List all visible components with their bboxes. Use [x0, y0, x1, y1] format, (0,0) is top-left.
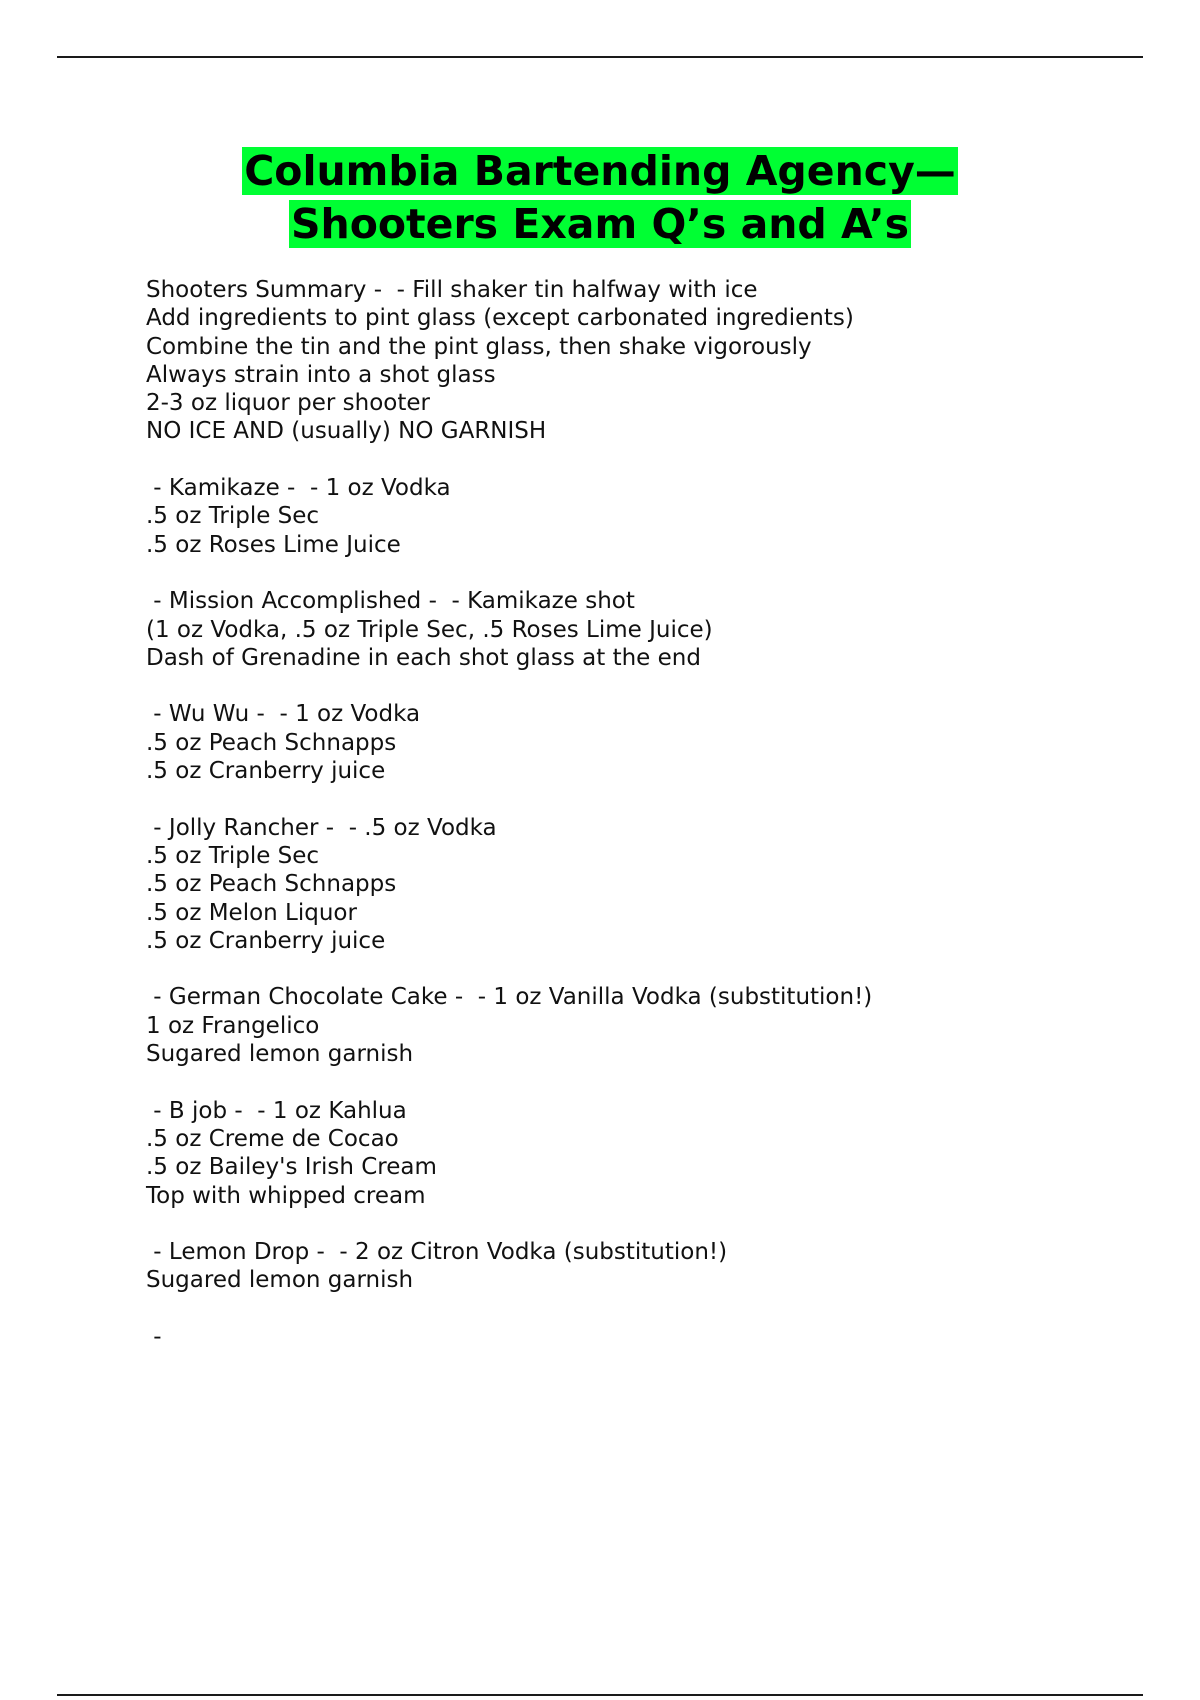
spacer — [146, 672, 1146, 700]
text-line: Add ingredients to pint glass (except carbonated ingredients) — [146, 305, 854, 332]
section-wu-wu — [146, 700, 1146, 785]
text-line: .5 oz Creme de Cocao — [146, 1125, 399, 1152]
text-line: (1 oz Vodka, .5 oz Triple Sec, .5 Roses Lime Juice) — [146, 616, 713, 643]
document-title — [0, 145, 1200, 251]
section-jolly-rancher — [146, 814, 1146, 955]
spacer — [146, 446, 1146, 474]
text-line: NO ICE AND (usually) NO GARNISH — [146, 418, 547, 445]
spacer — [146, 1068, 1146, 1096]
text-line: .5 oz Peach Schnapps — [146, 729, 397, 756]
text-line: - Kamikaze - - 1 oz Vodka — [146, 475, 451, 502]
spacer — [146, 559, 1146, 587]
section-summary — [146, 276, 1146, 446]
text-line: .5 oz Melon Liquor — [146, 899, 357, 926]
text-line: .5 oz Cranberry juice — [146, 927, 386, 954]
trailing-dash: - — [146, 1323, 162, 1350]
text-line: .5 oz Triple Sec — [146, 842, 320, 869]
spacer — [146, 1210, 1146, 1238]
text-line: .5 oz Cranberry juice — [146, 758, 386, 785]
section-kamikaze — [146, 474, 1146, 559]
text-line: - Wu Wu - - 1 oz Vodka — [146, 701, 421, 728]
text-line: - Lemon Drop - - 2 oz Citron Vodka (substitution!) — [146, 1239, 728, 1266]
text-line: 2-3 oz liquor per shooter — [146, 390, 430, 417]
text-line: - Jolly Rancher - - .5 oz Vodka — [146, 814, 497, 841]
spacer — [146, 955, 1146, 983]
text-line: .5 oz Roses Lime Juice — [146, 531, 401, 558]
top-rule — [57, 56, 1143, 58]
text-line: - Mission Accomplished - - Kamikaze shot — [146, 588, 635, 615]
text-line: - B job - - 1 oz Kahlua — [146, 1097, 407, 1124]
text-line: Top with whipped cream — [146, 1182, 426, 1209]
spacer — [146, 785, 1146, 813]
text-line: .5 oz Bailey's Irish Cream — [146, 1154, 437, 1181]
section-lemon-drop — [146, 1238, 1146, 1295]
text-line: Combine the tin and the pint glass, then shake vigorously — [146, 333, 812, 360]
text-line: 1 oz Frangelico — [146, 1012, 320, 1039]
document-body — [146, 276, 1146, 1351]
text-line: .5 oz Triple Sec — [146, 503, 320, 530]
text-line: .5 oz Peach Schnapps — [146, 871, 397, 898]
text-line: Sugared lemon garnish — [146, 1267, 414, 1294]
section-german-chocolate-cake — [146, 983, 1146, 1068]
title-line-1: Columbia Bartending Agency— — [244, 147, 956, 195]
text-line: - German Chocolate Cake - - 1 oz Vanilla Vodka (substitution!) — [146, 984, 873, 1011]
text-line: Dash of Grenadine in each shot glass at the end — [146, 644, 701, 671]
text-line: Shooters Summary - - Fill shaker tin halfway with ice — [146, 277, 758, 303]
spacer — [146, 1295, 1146, 1323]
text-line: Sugared lemon garnish — [146, 1041, 414, 1068]
title-line-2: Shooters Exam Q’s and A’s — [290, 200, 909, 248]
section-b-job — [146, 1097, 1146, 1210]
bottom-rule — [57, 1694, 1143, 1696]
section-mission-accomplished — [146, 587, 1146, 672]
text-line: Always strain into a shot glass — [146, 361, 496, 388]
